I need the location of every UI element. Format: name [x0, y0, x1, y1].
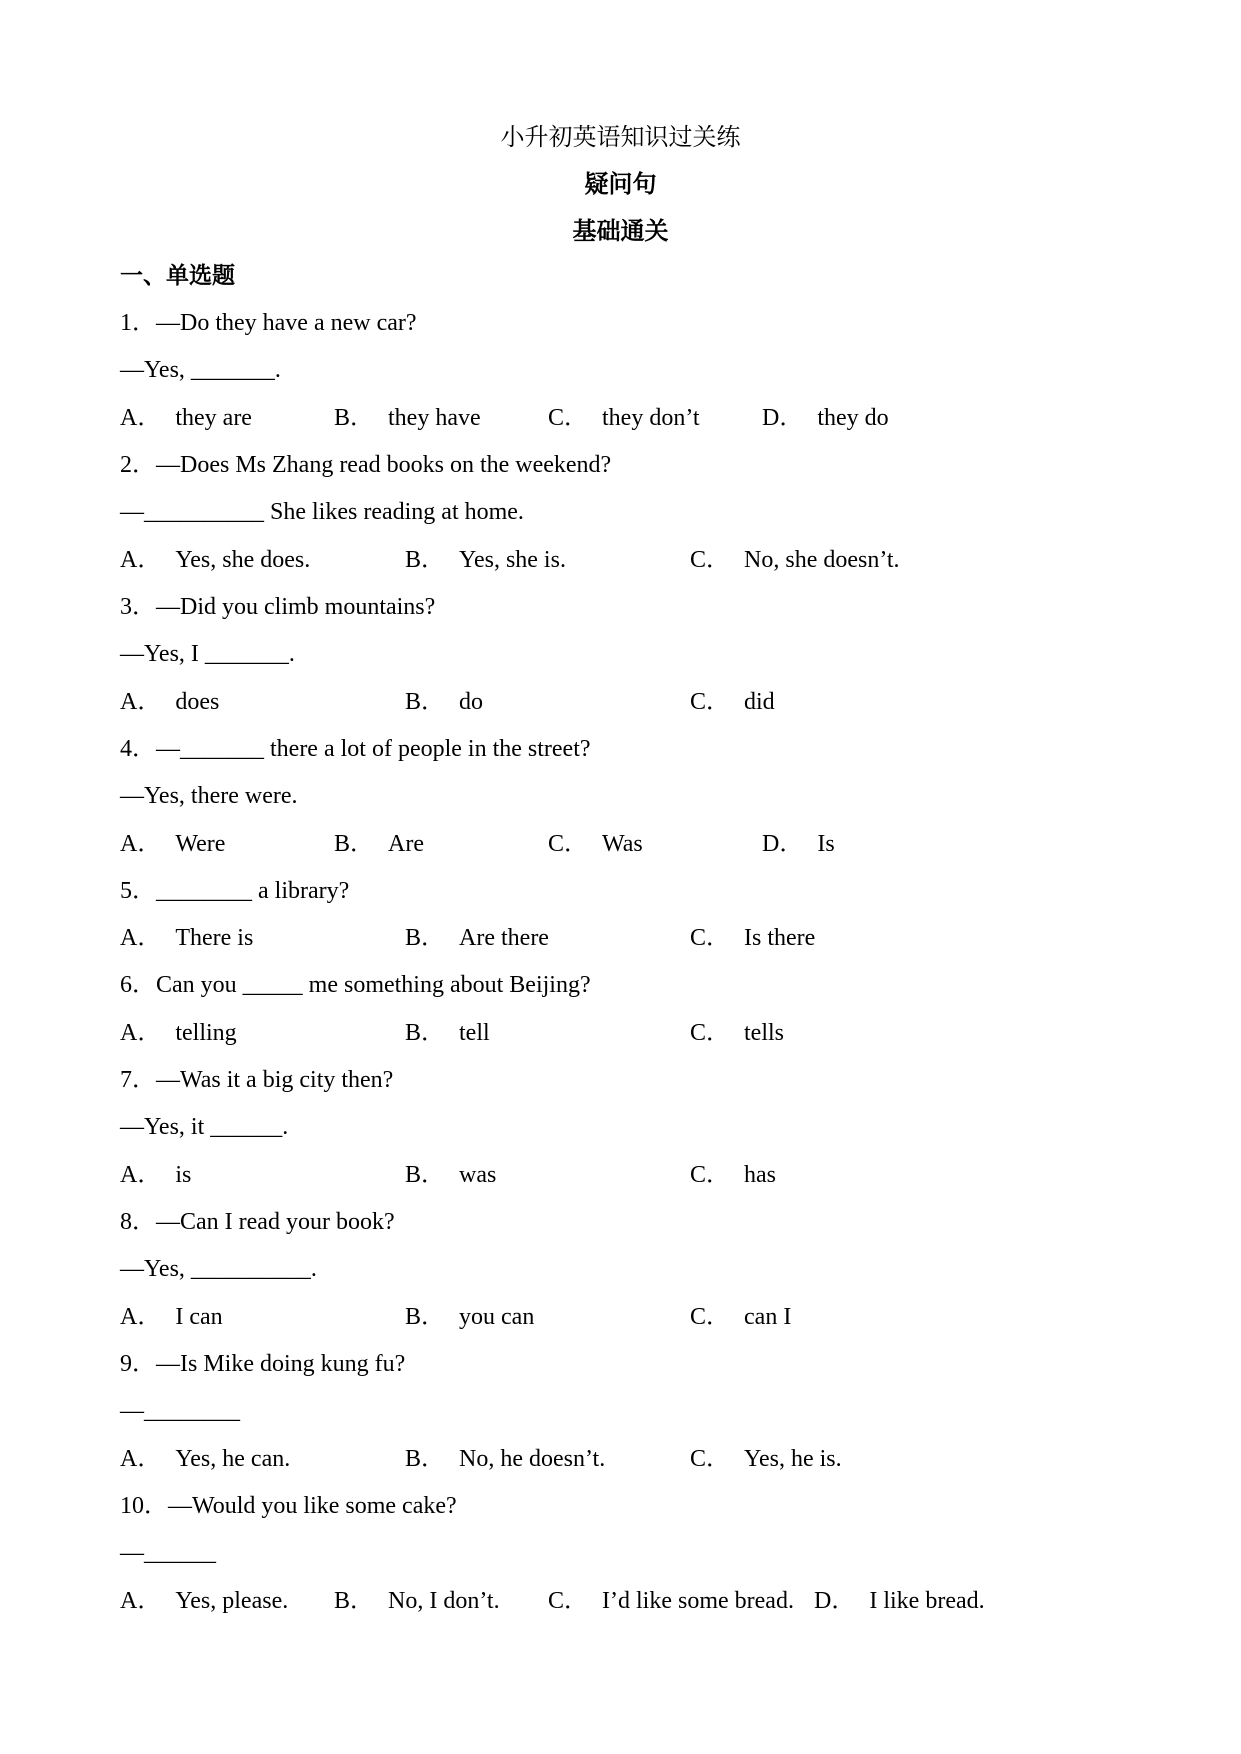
- option-text: you can: [459, 1304, 535, 1330]
- option-text: No, he doesn’t.: [459, 1446, 606, 1472]
- option-letter: A．: [120, 831, 162, 857]
- option-letter: A．: [120, 1588, 162, 1614]
- option-text: was: [459, 1162, 497, 1188]
- option-text: No, she doesn’t.: [744, 547, 900, 573]
- question-7-reply: —Yes, it ______.: [120, 1114, 289, 1140]
- option-text: they don’t: [602, 405, 700, 431]
- option-text: do: [459, 689, 484, 715]
- question-9-stem: 9．—Is Mike doing kung fu?: [120, 1351, 406, 1377]
- question-3-stem: 3．—Did you climb mountains?: [120, 594, 436, 620]
- question-1-reply: —Yes, _______.: [120, 357, 281, 383]
- question-9-option-a[interactable]: [120, 1444, 290, 1474]
- option-letter: D．: [814, 1588, 856, 1614]
- question-7-stem: 7．—Was it a big city then?: [120, 1067, 394, 1093]
- question-2-option-a[interactable]: [120, 545, 310, 575]
- option-letter: B．: [334, 1588, 375, 1614]
- option-text: No, I don’t.: [388, 1588, 500, 1614]
- question-10-option-d[interactable]: [814, 1586, 985, 1616]
- question-6-option-c[interactable]: [690, 1018, 784, 1048]
- option-letter: C．: [548, 1588, 589, 1614]
- question-2-stem: 2．—Does Ms Zhang read books on the weekend?: [120, 452, 612, 478]
- option-letter: C．: [548, 405, 589, 431]
- option-letter: B．: [334, 831, 375, 857]
- question-10-option-b[interactable]: [334, 1586, 500, 1616]
- question-6-option-b[interactable]: [405, 1018, 490, 1048]
- option-text: Yes, please.: [175, 1588, 289, 1614]
- worksheet-level: 基础通关: [572, 216, 669, 245]
- option-letter: C．: [690, 1162, 731, 1188]
- worksheet-title: 小升初英语知识过关练: [500, 123, 741, 151]
- option-letter: A．: [120, 1446, 162, 1472]
- option-letter: B．: [405, 1020, 446, 1046]
- option-letter: C．: [548, 831, 589, 857]
- question-10-option-a[interactable]: [120, 1586, 288, 1616]
- option-text: tell: [459, 1020, 490, 1046]
- question-1-option-b[interactable]: [334, 403, 481, 433]
- question-3-option-c[interactable]: [690, 687, 775, 717]
- question-2-option-b[interactable]: [405, 545, 566, 575]
- question-1-option-c[interactable]: [548, 403, 700, 433]
- option-letter: A．: [120, 1304, 162, 1330]
- option-letter: A．: [120, 1020, 162, 1046]
- question-4-stem: 4．—_______ there a lot of people in the street?: [120, 736, 591, 762]
- option-text: Were: [175, 831, 226, 857]
- option-letter: B．: [405, 1304, 446, 1330]
- option-text: Yes, she does.: [175, 547, 311, 573]
- option-text: I can: [175, 1304, 223, 1330]
- option-text: I’d like some bread.: [602, 1588, 794, 1614]
- question-5-stem: 5．________ a library?: [120, 878, 350, 904]
- option-letter: A．: [120, 689, 162, 715]
- question-1-stem: 1．—Do they have a new car?: [120, 310, 417, 336]
- question-7-option-b[interactable]: [405, 1160, 496, 1190]
- question-1-option-d[interactable]: [762, 403, 889, 433]
- option-text: Yes, he can.: [175, 1446, 291, 1472]
- question-7-option-c[interactable]: [690, 1160, 776, 1190]
- question-5-option-c[interactable]: [690, 923, 815, 953]
- question-5-option-a[interactable]: [120, 923, 253, 953]
- option-text: they are: [175, 405, 252, 431]
- option-text: can I: [744, 1304, 792, 1330]
- question-8-option-a[interactable]: [120, 1302, 223, 1332]
- option-text: telling: [175, 1020, 237, 1046]
- option-text: I like bread.: [869, 1588, 985, 1614]
- question-7-option-a[interactable]: [120, 1160, 191, 1190]
- option-letter: C．: [690, 1446, 731, 1472]
- question-4-option-c[interactable]: [548, 829, 643, 859]
- option-letter: C．: [690, 547, 731, 573]
- option-text: they have: [388, 405, 481, 431]
- option-text: Are there: [459, 925, 549, 951]
- option-letter: B．: [405, 1162, 446, 1188]
- option-text: Yes, he is.: [744, 1446, 842, 1472]
- option-letter: B．: [405, 689, 446, 715]
- option-text: Was: [602, 831, 643, 857]
- option-letter: D．: [762, 405, 804, 431]
- question-3-option-a[interactable]: [120, 687, 219, 717]
- option-text: tells: [744, 1020, 785, 1046]
- question-1-option-a[interactable]: [120, 403, 252, 433]
- question-2-option-c[interactable]: [690, 545, 900, 575]
- option-letter: A．: [120, 1162, 162, 1188]
- question-4-option-b[interactable]: [334, 829, 424, 859]
- option-text: Is: [817, 831, 835, 857]
- question-6-option-a[interactable]: [120, 1018, 237, 1048]
- question-8-reply: —Yes, __________.: [120, 1256, 317, 1282]
- question-3-option-b[interactable]: [405, 687, 483, 717]
- option-letter: C．: [690, 689, 731, 715]
- question-8-stem: 8．—Can I read your book?: [120, 1209, 395, 1235]
- option-letter: B．: [405, 547, 446, 573]
- option-text: is: [175, 1162, 192, 1188]
- question-9-option-c[interactable]: [690, 1444, 842, 1474]
- question-4-reply: —Yes, there were.: [120, 783, 298, 809]
- option-letter: C．: [690, 925, 731, 951]
- option-text: Yes, she is.: [459, 547, 566, 573]
- question-4-option-d[interactable]: [762, 829, 835, 859]
- question-8-option-c[interactable]: [690, 1302, 791, 1332]
- question-5-option-b[interactable]: [405, 923, 549, 953]
- option-text: Are: [388, 831, 424, 857]
- question-6-stem: 6．Can you _____ me something about Beijing?: [120, 972, 591, 998]
- option-letter: A．: [120, 925, 162, 951]
- option-text: There is: [175, 925, 254, 951]
- question-4-option-a[interactable]: [120, 829, 225, 859]
- question-9-option-b[interactable]: [405, 1444, 605, 1474]
- option-letter: A．: [120, 405, 162, 431]
- option-text: Is there: [744, 925, 816, 951]
- section-heading: 一、单选题: [120, 262, 235, 289]
- option-text: has: [744, 1162, 777, 1188]
- question-10-stem: 10．—Would you like some cake?: [120, 1493, 457, 1519]
- question-10-reply: —______: [120, 1540, 216, 1566]
- option-letter: D．: [762, 831, 804, 857]
- question-8-option-b[interactable]: [405, 1302, 534, 1332]
- question-3-reply: —Yes, I _______.: [120, 641, 295, 667]
- option-text: does: [175, 689, 220, 715]
- option-letter: B．: [405, 925, 446, 951]
- worksheet-subtitle: 疑问句: [584, 169, 657, 198]
- option-letter: A．: [120, 547, 162, 573]
- option-text: they do: [817, 405, 889, 431]
- option-letter: C．: [690, 1304, 731, 1330]
- question-2-reply: —__________ She likes reading at home.: [120, 499, 524, 525]
- question-10-option-c[interactable]: [548, 1586, 794, 1616]
- question-9-reply: —________: [120, 1398, 240, 1424]
- option-letter: B．: [405, 1446, 446, 1472]
- option-text: did: [744, 689, 775, 715]
- option-letter: C．: [690, 1020, 731, 1046]
- option-letter: B．: [334, 405, 375, 431]
